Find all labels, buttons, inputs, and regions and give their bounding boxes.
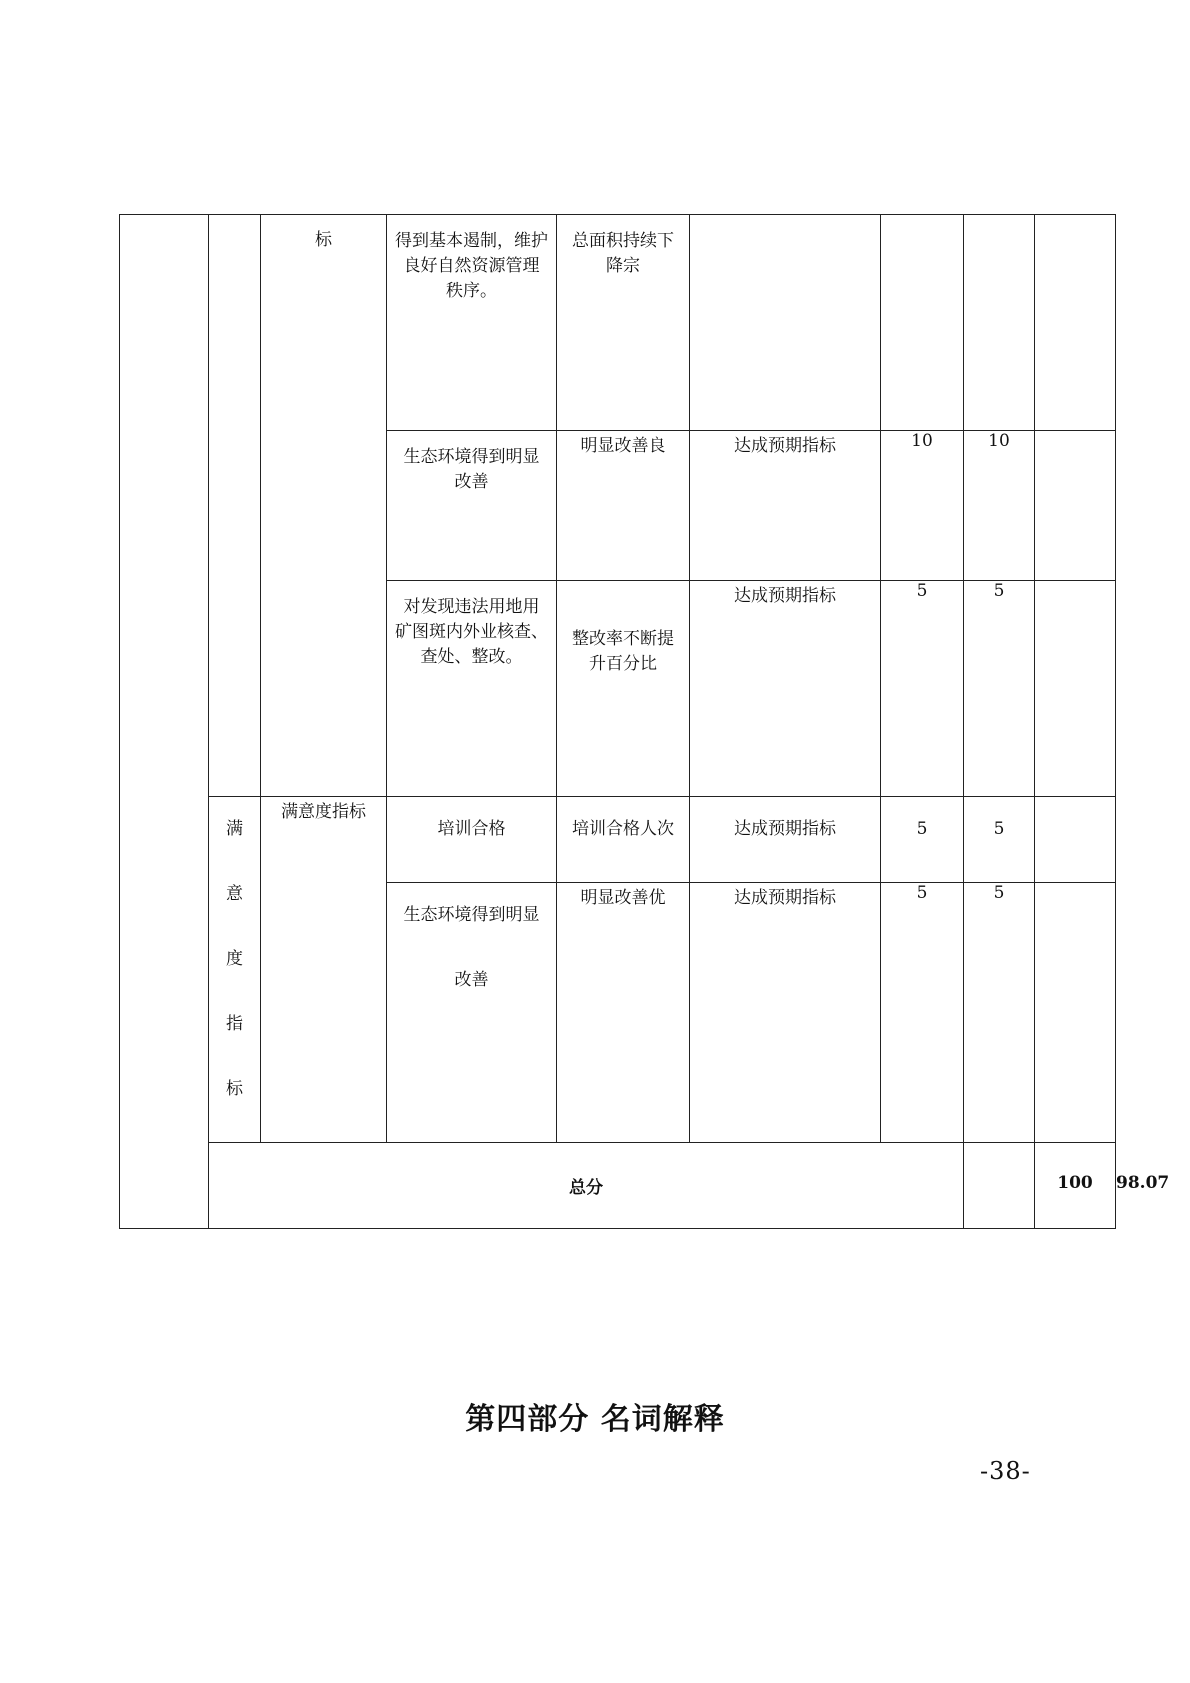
actual-line: 达成预期指标 [734,819,836,839]
weight-line: 5 [916,819,928,839]
target-line: 培训合格人次 [572,819,674,839]
indicator-line: 改善 [454,970,489,990]
target-value-cell [557,797,690,883]
indicator-content-cell [387,215,557,431]
remark-cell [1035,215,1116,431]
score-cell: 10 [964,431,1035,581]
satisfaction-category-cell [209,797,261,1143]
category-char: 意 [226,884,243,904]
indicator-line: 生态环境得到明显 [403,447,540,467]
category-char: 度 [226,949,243,969]
target-line: 整改率不断提 [572,629,674,649]
primary-category-cell [120,215,209,1229]
target-value-cell [557,215,690,431]
tertiary-category-label: 标 [315,230,332,250]
total-label: 总分 [569,1178,603,1198]
indicator-content-cell [387,883,557,1143]
weight-cell: 5 [881,581,964,797]
actual-value-cell: 达成预期指标 [690,581,881,797]
category-char: 满 [226,819,243,839]
section-title: 第四部分 名词解释 [465,1402,725,1437]
remark-cell [1035,797,1116,883]
total-row: 总分 100 98.07 [120,1143,1116,1229]
weight-cell: 5 [881,883,964,1143]
target-line: 降宗 [606,256,640,276]
target-line: 总面积持续下 [572,231,674,251]
category-char: 指 [226,1014,243,1034]
indicator-line: 查处、整改。 [420,647,523,667]
indicator-content-cell [387,431,557,581]
remark-cell [1035,883,1116,1143]
indicator-content-cell [387,581,557,797]
remark-cell [1035,431,1116,581]
actual-value-cell [690,215,881,431]
score-cell [964,215,1035,431]
category-char: 标 [226,1079,243,1099]
tertiary-category-cell [261,215,387,797]
score-cell: 5 [964,581,1035,797]
score-line: 5 [993,819,1005,839]
indicator-line: 矿图斑内外业核查、 [395,622,548,642]
target-value-cell [557,581,690,797]
secondary-category-cell [209,215,261,797]
satisfaction-subcategory-cell: 满意度指标 [261,797,387,1143]
target-value-cell: 明显改善良 [557,431,690,581]
actual-value-cell: 达成预期指标 [690,883,881,1143]
page-number: -38- [980,1457,1031,1485]
table-row [120,215,1116,431]
score-cell [964,797,1035,883]
actual-value-cell: 达成预期指标 [690,431,881,581]
indicator-line: 培训合格 [437,819,506,839]
total-label-cell [209,1143,964,1229]
total-actual-cell [964,1143,1035,1229]
table-row [120,797,1116,883]
performance-table [119,214,1170,1229]
remark-cell [1035,581,1116,797]
indicator-line: 对发现违法用地用 [403,597,540,617]
target-value-cell: 明显改善优 [557,883,690,1143]
indicator-line: 秩序。 [446,281,497,301]
weight-cell [881,215,964,431]
weight-cell [881,797,964,883]
indicator-line: 生态环境得到明显 [403,905,540,925]
actual-value-cell [690,797,881,883]
weight-cell: 10 [881,431,964,581]
score-cell: 5 [964,883,1035,1143]
total-weight-cell [1035,1143,1116,1229]
target-line: 升百分比 [589,654,657,674]
total-weight: 100 [1057,1173,1093,1193]
indicator-line: 得到基本遏制，维护 [395,231,548,251]
indicator-content-cell [387,797,557,883]
indicator-line: 良好自然资源管理 [403,256,540,276]
indicator-line: 改善 [454,472,489,492]
